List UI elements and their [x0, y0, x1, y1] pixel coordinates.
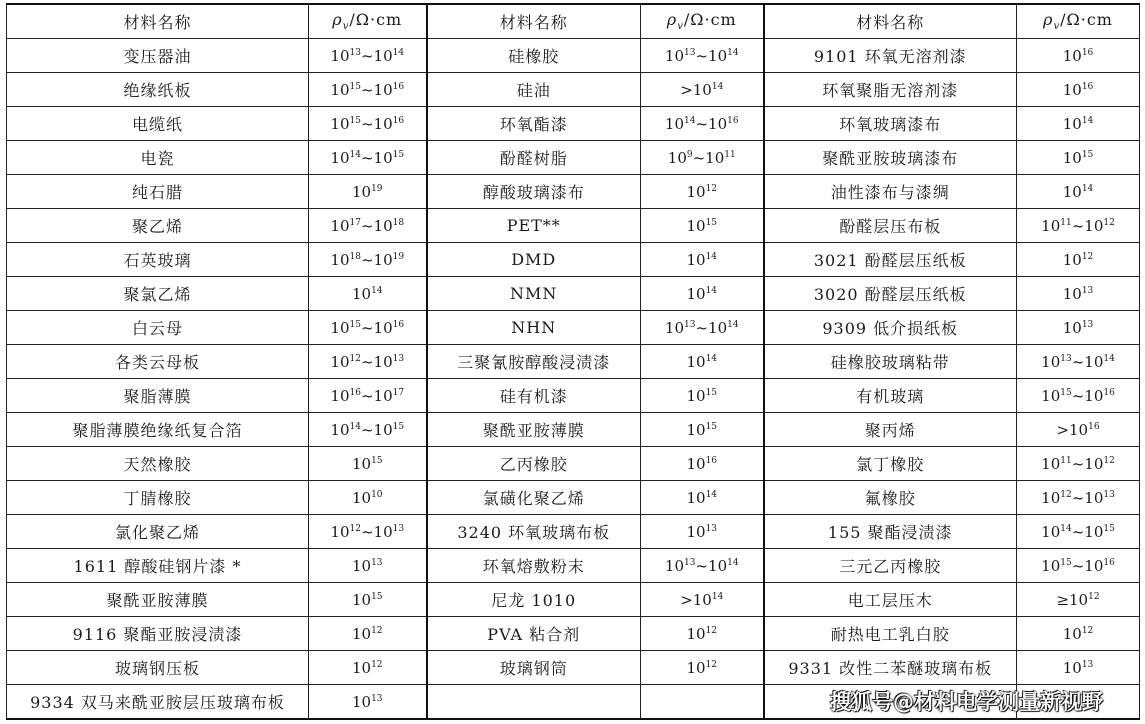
- material-name-header: 材料名称: [427, 4, 641, 39]
- material-name-cell: 硅有机漆: [427, 379, 641, 413]
- material-name-cell: 玻璃钢筒: [427, 651, 641, 685]
- resistivity-table-page: [6, 3, 1139, 719]
- material-name-cell: [427, 685, 641, 720]
- resistivity-value-cell: $10^{11}\sim 10^{12}$: [1017, 209, 1140, 243]
- material-name-cell: 3240 环氧玻璃布板: [427, 515, 641, 549]
- resistivity-value-cell: $>10^{14}$: [641, 583, 764, 617]
- material-name-cell: 聚脂薄膜绝缘纸复合箔: [7, 413, 309, 447]
- resistivity-value-cell: $>10^{16}$: [1017, 413, 1140, 447]
- table-row: [7, 39, 1140, 73]
- resistivity-value-cell: $10^{13}$: [1017, 651, 1140, 685]
- material-name-cell: 油性漆布与漆绸: [764, 175, 1017, 209]
- resistivity-value-cell: $10^{14}$: [641, 243, 764, 277]
- resistivity-value-cell: $10^{14}\sim 10^{15}$: [1017, 515, 1140, 549]
- resistivity-value-cell: $\ge 10^{12}$: [1017, 583, 1140, 617]
- resistivity-value-cell: $10^{19}$: [309, 175, 427, 209]
- material-name-cell: 白云母: [7, 311, 309, 345]
- resistivity-value-cell: $10^{16}$: [641, 447, 764, 481]
- material-name-header: 材料名称: [764, 4, 1017, 39]
- resistivity-value-cell: $10^{16}$: [1017, 73, 1140, 107]
- table-row: [7, 651, 1140, 685]
- resistivity-value-cell: $10^{15}\sim 10^{16}$: [1017, 549, 1140, 583]
- resistivity-header: $\rho_v/\Omega\cdot cm$: [641, 4, 764, 39]
- material-name-cell: 酚醛树脂: [427, 141, 641, 175]
- material-name-cell: 酚醛层压布板: [764, 209, 1017, 243]
- resistivity-value-cell: $10^{13}$: [309, 549, 427, 583]
- resistivity-value-cell: $10^{15}\sim 10^{16}$: [309, 311, 427, 345]
- material-name-cell: NHN: [427, 311, 641, 345]
- resistivity-value-cell: $10^{14}$: [1017, 175, 1140, 209]
- resistivity-value-cell: $10^{12}$: [1017, 243, 1140, 277]
- resistivity-value-cell: $10^{14}\sim 10^{16}$: [641, 107, 764, 141]
- material-name-cell: 3021 酚醛层压纸板: [764, 243, 1017, 277]
- material-name-cell: 环氧酯漆: [427, 107, 641, 141]
- material-name-cell: 硅油: [427, 73, 641, 107]
- material-name-cell: 氟橡胶: [764, 481, 1017, 515]
- resistivity-value-cell: $10^{13}\sim 10^{14}$: [641, 39, 764, 73]
- table-row: [7, 515, 1140, 549]
- table-row: [7, 583, 1140, 617]
- resistivity-value-cell: $10^{13}$: [309, 685, 427, 720]
- table-row: [7, 345, 1140, 379]
- resistivity-value-cell: $10^{16}$: [1017, 39, 1140, 73]
- material-name-cell: 9101 环氧无溶剂漆: [764, 39, 1017, 73]
- table-row: [7, 141, 1140, 175]
- material-name-cell: 9331 改性二苯醚玻璃布板: [764, 651, 1017, 685]
- resistivity-value-cell: $10^{15}$: [1017, 141, 1140, 175]
- resistivity-value-cell: $10^{13}\sim 10^{14}$: [1017, 345, 1140, 379]
- resistivity-value-cell: $10^{10}$: [309, 481, 427, 515]
- resistivity-value-cell: $10^{17}\sim 10^{18}$: [309, 209, 427, 243]
- resistivity-value-cell: $10^{15}\sim 10^{16}$: [309, 73, 427, 107]
- material-name-cell: NMN: [427, 277, 641, 311]
- resistivity-value-cell: $10^{13}$: [1017, 277, 1140, 311]
- table-row: [7, 107, 1140, 141]
- table-header-row: [7, 4, 1140, 39]
- material-name-cell: 耐热电工乳白胶: [764, 617, 1017, 651]
- material-name-cell: 聚脂薄膜: [7, 379, 309, 413]
- material-name-cell: PVA 粘合剂: [427, 617, 641, 651]
- material-name-cell: 氯磺化聚乙烯: [427, 481, 641, 515]
- table-row: [7, 209, 1140, 243]
- table-row: [7, 311, 1140, 345]
- material-name-cell: 天然橡胶: [7, 447, 309, 481]
- resistivity-value-cell: $10^{14}$: [1017, 107, 1140, 141]
- material-name-cell: 聚酰亚胺薄膜: [7, 583, 309, 617]
- material-name-cell: 聚乙烯: [7, 209, 309, 243]
- material-name-cell: 各类云母板: [7, 345, 309, 379]
- resistivity-value-cell: $10^{15}\sim 10^{16}$: [1017, 379, 1140, 413]
- resistivity-header: $\rho_v/\Omega\cdot cm$: [309, 4, 427, 39]
- resistivity-value-cell: $10^{15}$: [309, 447, 427, 481]
- resistivity-value-cell: $10^{12}$: [641, 617, 764, 651]
- material-name-cell: 氯丁橡胶: [764, 447, 1017, 481]
- material-name-cell: 电缆纸: [7, 107, 309, 141]
- resistivity-value-cell: $10^{12}$: [309, 651, 427, 685]
- material-name-header: 材料名称: [7, 4, 309, 39]
- material-name-cell: DMD: [427, 243, 641, 277]
- resistivity-value-cell: $10^{12}$: [309, 617, 427, 651]
- resistivity-header: $\rho_v/\Omega\cdot cm$: [1017, 4, 1140, 39]
- material-name-cell: 9116 聚酯亚胺浸渍漆: [7, 617, 309, 651]
- material-name-cell: 醇酸玻璃漆布: [427, 175, 641, 209]
- watermark: 搜狐号@材料电学测量新视野: [830, 690, 1103, 714]
- resistivity-value-cell: $10^{16}\sim 10^{17}$: [309, 379, 427, 413]
- material-name-cell: 环氧玻璃漆布: [764, 107, 1017, 141]
- material-name-cell: 硅橡胶玻璃粘带: [764, 345, 1017, 379]
- table-row: [7, 243, 1140, 277]
- material-name-cell: 1611 醇酸硅钢片漆 *: [7, 549, 309, 583]
- resistivity-value-cell: $10^{18}\sim 10^{19}$: [309, 243, 427, 277]
- resistivity-value-cell: $10^9\sim 10^{11}$: [641, 141, 764, 175]
- resistivity-value-cell: $10^{12}$: [641, 651, 764, 685]
- material-name-cell: PET**: [427, 209, 641, 243]
- resistivity-value-cell: $10^{12}$: [1017, 617, 1140, 651]
- material-name-cell: 聚酰亚胺薄膜: [427, 413, 641, 447]
- material-name-cell: 变压器油: [7, 39, 309, 73]
- material-name-cell: 9334 双马来酰亚胺层压玻璃布板: [7, 685, 309, 720]
- resistivity-value-cell: $10^{14}$: [641, 481, 764, 515]
- material-name-cell: 硅橡胶: [427, 39, 641, 73]
- table-row: [7, 175, 1140, 209]
- resistivity-table: [6, 3, 1140, 720]
- material-name-cell: 三元乙丙橡胶: [764, 549, 1017, 583]
- table-row: [7, 277, 1140, 311]
- resistivity-value-cell: [641, 685, 764, 720]
- material-name-cell: 乙丙橡胶: [427, 447, 641, 481]
- table-row: [7, 447, 1140, 481]
- material-name-cell: 三聚氰胺醇酸浸渍漆: [427, 345, 641, 379]
- material-name-cell: 石英玻璃: [7, 243, 309, 277]
- resistivity-value-cell: $10^{13}\sim 10^{14}$: [309, 39, 427, 73]
- resistivity-value-cell: $10^{15}\sim 10^{16}$: [309, 107, 427, 141]
- resistivity-value-cell: $10^{15}$: [641, 413, 764, 447]
- material-name-cell: 环氧聚脂无溶剂漆: [764, 73, 1017, 107]
- material-name-cell: 聚氯乙烯: [7, 277, 309, 311]
- table-row: [7, 617, 1140, 651]
- resistivity-value-cell: $10^{13}\sim 10^{14}$: [641, 549, 764, 583]
- material-name-cell: 玻璃钢压板: [7, 651, 309, 685]
- resistivity-value-cell: $10^{13}\sim 10^{14}$: [641, 311, 764, 345]
- table-row: [7, 549, 1140, 583]
- resistivity-value-cell: $10^{14}\sim 10^{15}$: [309, 141, 427, 175]
- material-name-cell: 155 聚酯浸渍漆: [764, 515, 1017, 549]
- resistivity-value-cell: $10^{14}$: [641, 345, 764, 379]
- table-row: [7, 73, 1140, 107]
- resistivity-value-cell: $10^{12}\sim 10^{13}$: [309, 515, 427, 549]
- resistivity-value-cell: $10^{12}\sim 10^{13}$: [309, 345, 427, 379]
- material-name-cell: 有机玻璃: [764, 379, 1017, 413]
- table-row: [7, 481, 1140, 515]
- resistivity-value-cell: $>10^{14}$: [641, 73, 764, 107]
- material-name-cell: 9309 低介损纸板: [764, 311, 1017, 345]
- material-name-cell: 聚酰亚胺玻璃漆布: [764, 141, 1017, 175]
- material-name-cell: 纯石腊: [7, 175, 309, 209]
- resistivity-value-cell: $10^{13}$: [1017, 311, 1140, 345]
- table-row: [7, 413, 1140, 447]
- material-name-cell: 聚丙烯: [764, 413, 1017, 447]
- resistivity-value-cell: $10^{14}$: [309, 277, 427, 311]
- resistivity-value-cell: $10^{15}$: [641, 209, 764, 243]
- resistivity-value-cell: $10^{14}\sim 10^{15}$: [309, 413, 427, 447]
- material-name-cell: 3020 酚醛层压纸板: [764, 277, 1017, 311]
- resistivity-value-cell: $10^{15}$: [309, 583, 427, 617]
- material-name-cell: 尼龙 1010: [427, 583, 641, 617]
- material-name-cell: 绝缘纸板: [7, 73, 309, 107]
- table-row: [7, 379, 1140, 413]
- resistivity-value-cell: $10^{11}\sim 10^{12}$: [1017, 447, 1140, 481]
- resistivity-value-cell: $10^{15}$: [641, 379, 764, 413]
- material-name-cell: 电工层压木: [764, 583, 1017, 617]
- resistivity-value-cell: $10^{12}\sim 10^{13}$: [1017, 481, 1140, 515]
- material-name-cell: 氯化聚乙烯: [7, 515, 309, 549]
- material-name-cell: 电瓷: [7, 141, 309, 175]
- resistivity-value-cell: $10^{13}$: [641, 515, 764, 549]
- material-name-cell: 环氧熔敷粉末: [427, 549, 641, 583]
- material-name-cell: 丁腈橡胶: [7, 481, 309, 515]
- resistivity-value-cell: $10^{14}$: [641, 277, 764, 311]
- resistivity-value-cell: $10^{12}$: [641, 175, 764, 209]
